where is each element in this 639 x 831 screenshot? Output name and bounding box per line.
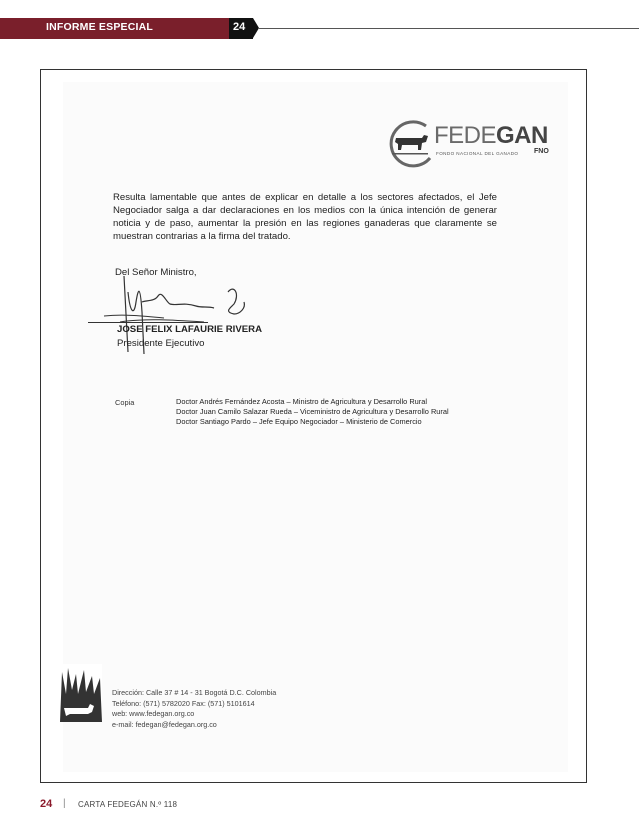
logo-brand-gan: GAN xyxy=(496,122,548,149)
logo-fno: FNO xyxy=(534,148,549,155)
footer-page-number: 24 xyxy=(40,798,53,810)
header-rule xyxy=(259,28,639,29)
scanned-letter-page xyxy=(63,82,568,772)
copy-recipients xyxy=(176,397,449,427)
signer-role: Presidente Ejecutivo xyxy=(117,338,205,349)
fedegan-emblem-icon xyxy=(382,118,438,170)
copy-recipient: Doctor Juan Camilo Salazar Rueda – Viceministro de Agricultura y Desarrollo Rural xyxy=(176,407,449,416)
logo-subtitle: FONDO NACIONAL DEL GANADO xyxy=(436,151,519,156)
section-label: INFORME ESPECIAL xyxy=(46,21,154,33)
logo-brand-fede: FEDE xyxy=(434,122,497,149)
signer-name: JOSE FELIX LAFAURIE RIVERA xyxy=(117,324,262,335)
logo-brand-text xyxy=(434,122,548,150)
cattle-grass-icon xyxy=(58,664,104,724)
footer-email: e-mail: fedegan@fedegan.org.co xyxy=(112,719,217,729)
header-page-tab xyxy=(229,18,253,39)
letter-footer-contact xyxy=(112,688,276,730)
footer-web: web: www.fedegan.org.co xyxy=(112,709,195,718)
copy-recipient: Doctor Santiago Pardo – Jefe Equipo Negociador – Ministerio de Comercio xyxy=(176,417,422,426)
footer-address: Dirección: Calle 37 # 14 - 31 Bogotá D.C. Colombia xyxy=(112,688,277,697)
fedegan-logo xyxy=(382,118,552,170)
letter-body: Resulta lamentable que antes de explicar en detalle a los sectores afectados, el Jefe Negociador salga a dar declaraciones en los medios con la única intención de generar noticia y de paso, aumentar la presión en las regiones ganaderas que claramente se muestran contrarias a la firma del tratado. xyxy=(113,192,497,242)
copy-recipient: Doctor Andrés Fernández Acosta – Ministro de Agricultura y Desarrollo Rural xyxy=(176,397,427,406)
signature-line xyxy=(88,322,208,323)
header-page-number: 24 xyxy=(233,21,246,33)
footer-separator: | xyxy=(63,798,66,809)
section-header-band xyxy=(0,18,229,39)
copy-label: Copia xyxy=(115,398,135,407)
footer-phone: Teléfono: (571) 5782020 Fax: (571) 5101614 xyxy=(112,698,255,708)
letter-greeting: Del Señor Ministro, xyxy=(115,267,197,278)
footer-publication: CARTA FEDEGÁN N.º 118 xyxy=(78,800,178,809)
